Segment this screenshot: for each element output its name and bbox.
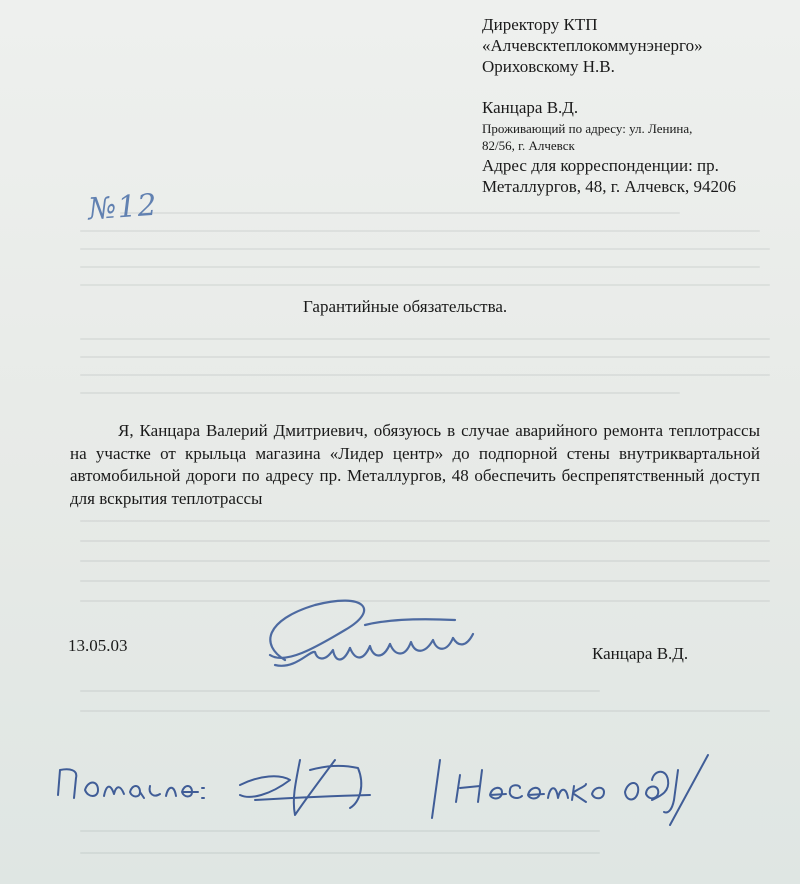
correspondence-line1: Адрес для корреспонденции: пр. xyxy=(482,156,719,175)
correspondence-address xyxy=(482,155,736,197)
sender-address-line2: 82/56, г. Алчевск xyxy=(482,138,575,153)
handwritten-signature xyxy=(255,590,495,700)
correspondence-line2: Металлургов, 48, г. Алчевск, 94206 xyxy=(482,177,736,196)
addressee-organization: «Алчевсктеплокоммунэнерго» xyxy=(482,36,703,55)
received-handwritten-note xyxy=(40,740,720,830)
registration-number: №12 xyxy=(86,187,159,228)
sender-address xyxy=(482,120,692,154)
document-title: Гарантийные обязательства. xyxy=(303,297,508,316)
sender-name: Канцара В.Д. xyxy=(482,98,579,117)
body-paragraph xyxy=(70,420,760,510)
sender-address-line1: Проживающий по адресу: ул. Ленина, xyxy=(482,121,693,136)
document-date: 13.05.03 xyxy=(68,636,128,655)
signatory-name: Канцара В.Д. xyxy=(592,644,689,663)
addressee-position: Директору КТП xyxy=(482,15,598,34)
body-text: Я, Канцара Валерий Дмитриевич, обязуюсь в случае аварийного ремонта теплотрассы на участке от крыльца магазина «Лидер центр» до подпорной стены внутриквартальной автомобильной дороги по адресу пр. Металлургов, 48 обеспечить беспрепятственный доступ для вскрытия теплотрассы xyxy=(70,421,760,508)
addressee-name: Ориховскому Н.В. xyxy=(482,57,615,76)
addressee-block xyxy=(482,14,703,77)
